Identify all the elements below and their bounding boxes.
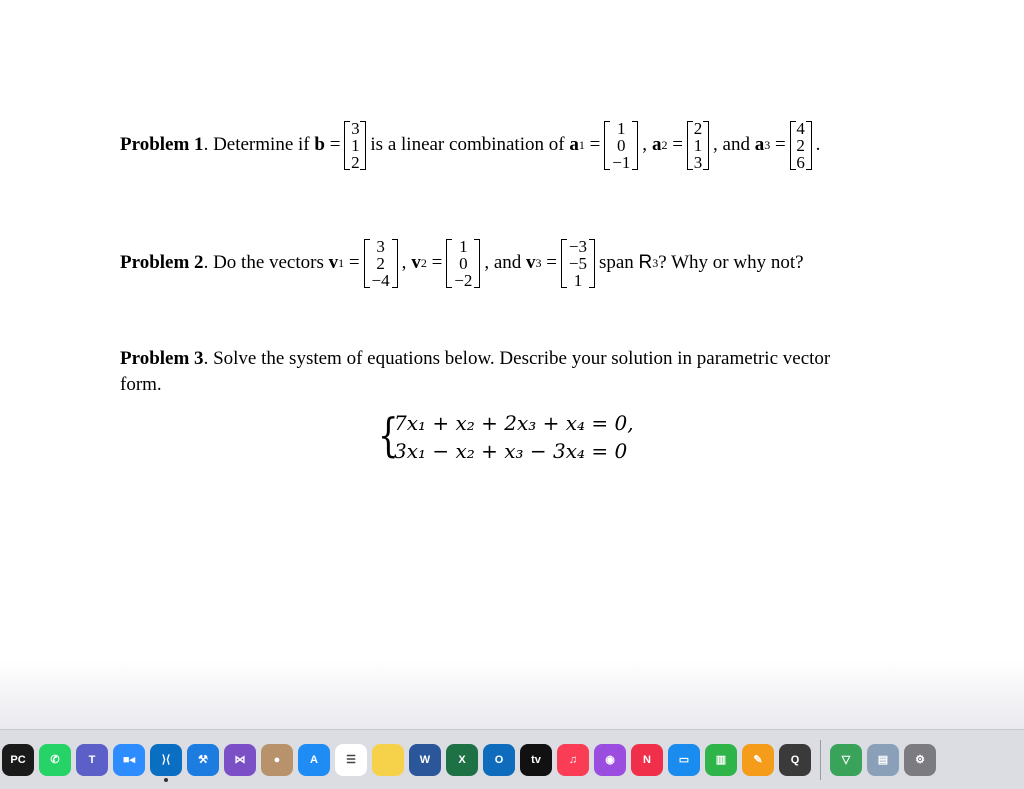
zoom-icon[interactable]: ■◂ [113, 744, 145, 776]
app-store-icon[interactable]: A [298, 744, 330, 776]
visual-studio-icon[interactable]: ⋈ [224, 744, 256, 776]
subscript: 2 [420, 255, 427, 270]
numbers-icon[interactable]: ▥ [705, 744, 737, 776]
system-brace: { [378, 408, 399, 462]
problem-2-text-3: ? Why or why not? [658, 252, 804, 273]
real-space-symbol: R [638, 252, 653, 273]
vector-v1-name: v [328, 252, 339, 273]
matrix-entry: 0 [617, 135, 626, 155]
equals-sign: = [344, 252, 360, 273]
matrix-entry: 1 [459, 236, 468, 256]
problem-2-text-2: , and [484, 252, 526, 273]
matrix-entry: −2 [454, 270, 473, 290]
matrix-entry: 3 [693, 152, 703, 172]
problem-3-line-2 [120, 374, 162, 396]
whatsapp-icon[interactable]: ✆ [39, 744, 71, 776]
keynote-icon[interactable]: ▭ [668, 744, 700, 776]
period: . [815, 134, 821, 155]
xcode-icon[interactable]: ⚒ [187, 744, 219, 776]
word-icon[interactable]: W [409, 744, 441, 776]
vector-v2-name: v [411, 252, 421, 273]
matrix-entry: 3 [351, 118, 360, 138]
vector-v3-matrix [561, 238, 595, 289]
equals-sign: = [584, 134, 601, 155]
equals-sign: = [541, 252, 557, 273]
matrix-entry: 2 [693, 118, 703, 138]
vector-b-name: b [314, 134, 325, 155]
vector-b-matrix [344, 120, 366, 171]
matrix-entry: −5 [568, 253, 588, 273]
vector-a1-name: a [569, 134, 579, 155]
vector-v2-matrix [446, 238, 480, 289]
subscript: 2 [661, 137, 668, 152]
matrix-entry: −3 [568, 236, 588, 256]
matrix-entry: 1 [573, 270, 583, 290]
equals-sign: = [667, 134, 684, 155]
matrix-entry: 3 [376, 236, 385, 256]
matrix-entry: 1 [351, 135, 360, 155]
vector-a2-name: a [652, 134, 662, 155]
settings-icon[interactable]: ⚙ [904, 744, 936, 776]
matrix-entry: −4 [371, 270, 390, 290]
problem-3 [120, 348, 830, 370]
preview-icon[interactable]: ▤ [867, 744, 899, 776]
matrix-entry: 0 [459, 253, 468, 273]
subscript: 3 [535, 255, 542, 270]
problem-2-span-text: span [598, 252, 639, 273]
problem-1-text: . Determine if [203, 134, 315, 155]
problem-1 [120, 111, 820, 179]
matrix-entry: 2 [796, 135, 805, 155]
subscript: 1 [578, 137, 585, 152]
contacts-icon[interactable]: ● [261, 744, 293, 776]
outlook-icon[interactable]: O [483, 744, 515, 776]
problem-3-text-2: form. [120, 374, 162, 395]
matrix-entry: 2 [376, 253, 385, 273]
problem-1-label: Problem 1 [120, 134, 204, 155]
macos-dock [0, 729, 1024, 789]
matrix-entry: 2 [351, 152, 360, 172]
problem-3-label: Problem 3 [120, 348, 204, 369]
problem-1-text-3: , and [713, 134, 755, 155]
notes-icon[interactable] [372, 744, 404, 776]
equals-sign: = [770, 134, 786, 155]
problem-2 [120, 229, 804, 297]
podcasts-icon[interactable]: ◉ [594, 744, 626, 776]
matrix-entry: −1 [612, 152, 631, 172]
vector-a1-matrix [604, 120, 638, 171]
problem-3-text: . Solve the system of equations below. Describe your solution in parametric vector [203, 348, 831, 369]
matrix-entry: 1 [693, 135, 703, 155]
excel-icon[interactable]: X [446, 744, 478, 776]
matrix-entry: 6 [796, 152, 805, 172]
dock-app-list [0, 740, 936, 780]
superscript: 3 [652, 255, 659, 270]
problem-2-text: . Do the vectors [203, 252, 329, 273]
window-bottom-fade [0, 660, 1024, 730]
reminders-icon[interactable]: ☰ [335, 744, 367, 776]
problem-2-label: Problem 2 [120, 252, 204, 273]
vscode-icon[interactable]: ⟩⟨ [150, 744, 182, 776]
equals-sign: = [426, 252, 443, 273]
vector-v1-matrix [364, 238, 398, 289]
vector-a3-matrix [790, 120, 812, 171]
teams-icon[interactable]: T [76, 744, 108, 776]
running-indicator [164, 778, 168, 782]
pycharm-icon[interactable]: PC [2, 744, 34, 776]
equation-1: 7x₁ + x₂ + 2x₃ + x₄ = 0, [394, 411, 634, 435]
vector-a3-name: a [754, 134, 765, 155]
music-icon[interactable]: ♫ [557, 744, 589, 776]
news-icon[interactable]: N [631, 744, 663, 776]
comma: , [642, 134, 648, 155]
vector-v3-name: v [526, 252, 536, 273]
pages-icon[interactable]: ✎ [742, 744, 774, 776]
vpn-icon[interactable]: ▽ [830, 744, 862, 776]
comma: , [401, 252, 407, 273]
problem-1-text-2: is a linear combination of [370, 134, 570, 155]
subscript: 3 [764, 137, 771, 152]
equation-2: 3x₁ − x₂ + x₃ − 3x₄ = 0 [394, 439, 628, 463]
apple-tv-icon[interactable]: tv [520, 744, 552, 776]
vector-a2-matrix [687, 120, 709, 171]
matrix-entry: 4 [796, 118, 805, 138]
equals-sign: = [324, 134, 341, 155]
subscript: 1 [338, 255, 345, 270]
matrix-entry: 1 [617, 118, 626, 138]
quicktime-icon[interactable]: Q [779, 744, 811, 776]
dock-separator [820, 740, 821, 780]
